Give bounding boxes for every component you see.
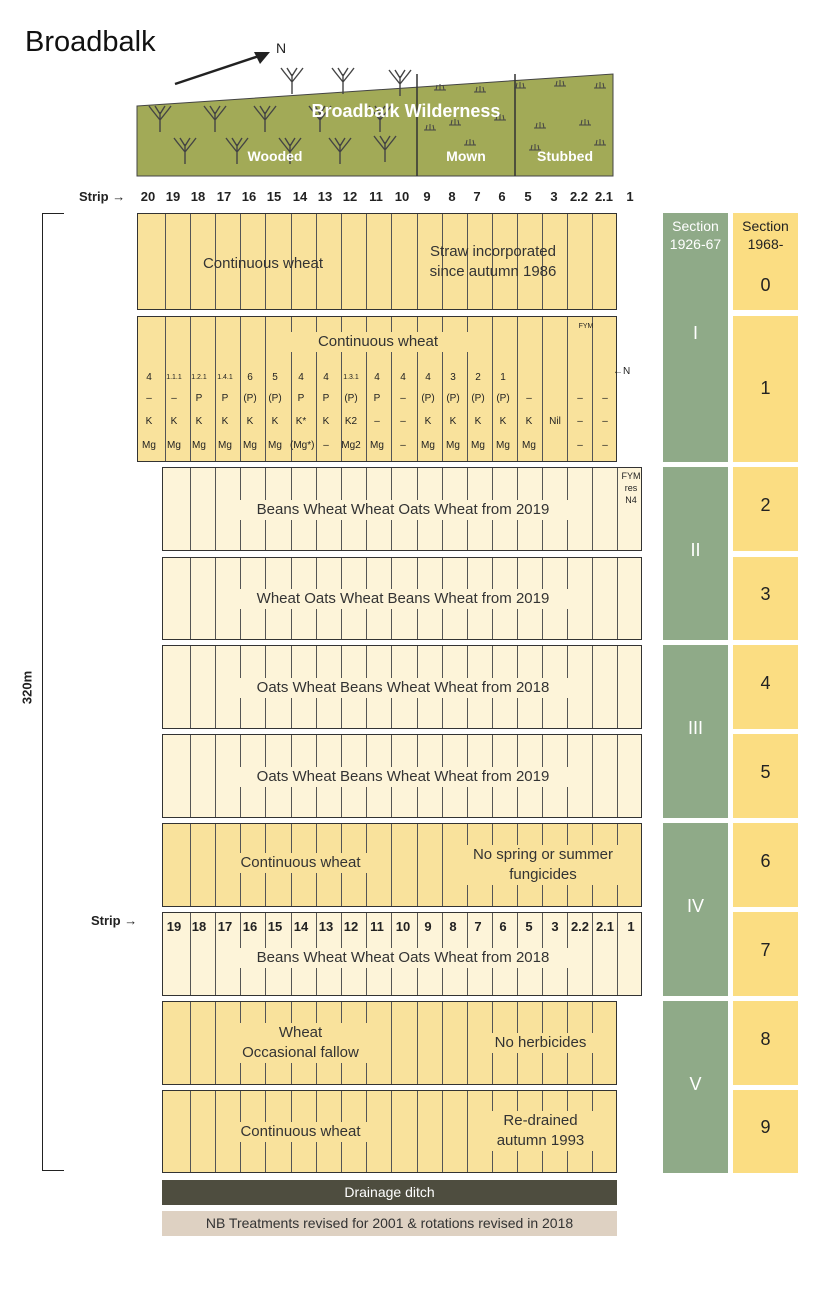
band-section-8 [162, 1001, 617, 1085]
band-text-left: Continuous wheat [223, 853, 378, 873]
treatment-cell: K [170, 416, 178, 427]
treatment-cell: Mg [471, 440, 485, 451]
band-section-1 [137, 316, 617, 462]
section-new-1: 1 [733, 316, 798, 462]
treatment-cell: K [499, 416, 507, 427]
strip-number: 1 [626, 189, 634, 204]
page-title: Broadbalk [25, 26, 156, 58]
treatment-cell: 5 [272, 372, 278, 383]
strip-number-row-lower [163, 919, 643, 937]
treatment-cell: Nil [549, 416, 561, 427]
strip-number: 17 [216, 189, 232, 204]
treatment-cell: Mg [446, 440, 460, 451]
drainage-ditch: Drainage ditch [162, 1180, 617, 1205]
band-text-right-2: autumn 1993 [483, 1131, 598, 1151]
length-label: 320m [19, 670, 35, 705]
treatment-cell: K [246, 416, 254, 427]
length-bracket [42, 213, 64, 1171]
treatment-cell: – [171, 393, 177, 404]
strip-number: 6 [498, 189, 506, 204]
band-section-2 [162, 467, 642, 551]
wilderness-illustration [0, 0, 838, 190]
footer-note: NB Treatments revised for 2001 & rotations revised in 2018 [162, 1211, 617, 1236]
treatment-cell: – [400, 393, 406, 404]
treatment-cell: K [145, 416, 153, 427]
fym-res-note-2: res [624, 483, 638, 493]
wilderness-title: Broadbalk Wilderness [311, 101, 501, 121]
strip-number: 12 [343, 919, 359, 934]
strip-number: 20 [140, 189, 156, 204]
treatment-cell: 1.1.1 [166, 374, 182, 381]
strip-number: 8 [448, 189, 456, 204]
treatment-cell: – [146, 393, 152, 404]
area-stubbed: Stubbed [537, 148, 593, 164]
strip-number: 8 [449, 919, 457, 934]
strip-number: 19 [165, 189, 181, 204]
band-text-rotation: Beans Wheat Wheat Oats Wheat from 2018 [238, 948, 568, 968]
section-new-2: 2 [733, 467, 798, 551]
section-new-6: 6 [733, 823, 798, 907]
strip-number: 18 [191, 919, 207, 934]
treatment-cell: 4 [146, 372, 152, 383]
strip-number: 15 [267, 919, 283, 934]
treatment-cell: – [526, 393, 532, 404]
band-section-9 [162, 1090, 617, 1173]
strip-number: 11 [369, 189, 383, 204]
treatment-cell: Mg [192, 440, 206, 451]
section-new-0: Section 1968- 0 [733, 213, 798, 310]
treatment-cell: P [195, 393, 203, 404]
treatment-cell: 2 [475, 372, 481, 383]
treatment-table [138, 317, 618, 463]
strip-number: 18 [190, 189, 206, 204]
strip-number: 10 [394, 189, 410, 204]
treatment-cell: K [271, 416, 279, 427]
strip-label-top: Strip → [79, 189, 126, 204]
band-text-left-2: Occasional fallow [233, 1043, 368, 1063]
treatment-cell: (P) [496, 393, 510, 404]
treatment-cell: (P) [421, 393, 435, 404]
treatment-cell: – [577, 416, 583, 427]
treatment-cell: P [221, 393, 229, 404]
strip-number: 7 [474, 919, 482, 934]
treatment-cell: Mg [167, 440, 181, 451]
section-old-IV: IV [663, 823, 728, 996]
strip-number: 3 [551, 919, 559, 934]
band-text-rotation: Oats Wheat Beans Wheat Wheat from 2019 [238, 767, 568, 787]
band-section-4 [162, 645, 642, 729]
treatment-cell: – [400, 440, 406, 451]
band-text-rotation: Oats Wheat Beans Wheat Wheat from 2018 [238, 678, 568, 698]
treatment-cell: Mg [370, 440, 384, 451]
band-section-7 [162, 912, 642, 996]
treatment-cell: P [297, 393, 305, 404]
treatment-cell: – [577, 393, 583, 404]
band-text-right-2: since autumn 1986 [429, 263, 557, 280]
treatment-cell: Mg [218, 440, 232, 451]
strip-number: 15 [266, 189, 282, 204]
strip-number: 1 [627, 919, 635, 934]
band-section-0 [137, 213, 617, 310]
strip-number-row-top [0, 189, 838, 207]
treatment-cell: (P) [344, 393, 358, 404]
strip-number: 14 [293, 919, 309, 934]
treatment-cell: 4 [374, 372, 380, 383]
treatment-cell: 6 [247, 372, 253, 383]
treatment-cell: 1 [500, 372, 506, 383]
treatment-cell: K [195, 416, 203, 427]
strip-number: 19 [166, 919, 182, 934]
treatment-cell: Mg [522, 440, 536, 451]
treatment-cell: – [602, 416, 608, 427]
treatment-cell: Mg [142, 440, 156, 451]
treatment-cell: (P) [446, 393, 460, 404]
tree-icon [332, 68, 354, 94]
n-arrow-note: ←N [613, 366, 631, 377]
treatment-cell: Mg [268, 440, 282, 451]
strip-number: 2.1 [594, 189, 614, 204]
strip-number: 11 [370, 919, 384, 934]
fym-note: FYM [578, 323, 594, 330]
treatment-cell: (P) [243, 393, 257, 404]
section-new-5: 5 [733, 734, 798, 818]
treatment-cell: 1.3.1 [343, 374, 359, 381]
strip-number: 9 [424, 919, 432, 934]
treatment-cell: – [374, 416, 380, 427]
strip-number: 9 [423, 189, 431, 204]
band-text-rotation: Beans Wheat Wheat Oats Wheat from 2019 [238, 500, 568, 520]
section-old-V: V [663, 1001, 728, 1173]
section-new-8: 8 [733, 1001, 798, 1085]
strip-number: 3 [550, 189, 558, 204]
strip-number: 2.2 [569, 189, 589, 204]
treatment-cell: Mg [243, 440, 257, 451]
treatment-cell: 3 [450, 372, 456, 383]
treatment-cell: K [322, 416, 330, 427]
strip-number: 5 [524, 189, 532, 204]
treatment-cell: (P) [471, 393, 485, 404]
band-text-right: No herbicides [483, 1033, 598, 1053]
band-section-6 [162, 823, 642, 907]
treatment-cell: (P) [268, 393, 282, 404]
strip-number: 2.1 [595, 919, 615, 934]
treatment-cell: 1.4.1 [217, 374, 233, 381]
band-text-title: Continuous wheat [288, 332, 468, 352]
treatment-cell: P [373, 393, 381, 404]
section-new-4: 4 [733, 645, 798, 729]
treatment-cell: Mg [496, 440, 510, 451]
strip-label-lower: Strip → [91, 913, 138, 928]
north-arrow-icon [175, 52, 270, 84]
fym-res-note-3: N4 [625, 495, 637, 505]
strip-number: 13 [317, 189, 333, 204]
band-text-right-1: Re-drained [483, 1111, 598, 1131]
treatment-cell: K [525, 416, 533, 427]
section-old-II: II [663, 467, 728, 640]
treatment-cell: 4 [298, 372, 304, 383]
treatment-cell: – [323, 440, 329, 451]
treatment-cell: 4 [425, 372, 431, 383]
treatment-cell: – [602, 393, 608, 404]
tree-icon [281, 68, 303, 94]
strip-number: 16 [241, 189, 257, 204]
treatment-cell: (Mg*) [290, 440, 315, 451]
strip-number: 16 [242, 919, 258, 934]
band-text-left: Continuous wheat [202, 255, 324, 272]
treatment-cell: Mg [421, 440, 435, 451]
fym-res-note-1: FYM [621, 471, 641, 481]
treatment-cell: Mg2 [341, 440, 361, 451]
area-mown: Mown [446, 148, 486, 164]
treatment-cell: K* [295, 416, 307, 427]
band-text-right-2: fungicides [463, 865, 623, 885]
section-new-3: 3 [733, 557, 798, 640]
strip-number: 7 [473, 189, 481, 204]
treatment-cell: – [577, 440, 583, 451]
treatment-cell: – [400, 416, 406, 427]
strip-number: 17 [217, 919, 233, 934]
treatment-cell: 4 [400, 372, 406, 383]
treatment-cell: K [221, 416, 229, 427]
section-new-7: 7 [733, 912, 798, 996]
band-section-5 [162, 734, 642, 818]
band-text-right-1: No spring or summer [463, 845, 623, 865]
section-old-III: III [663, 645, 728, 818]
treatment-cell: K2 [344, 416, 358, 427]
strip-number: 6 [499, 919, 507, 934]
band-text-rotation: Wheat Oats Wheat Beans Wheat from 2019 [238, 589, 568, 609]
treatment-cell: 4 [323, 372, 329, 383]
section-new-9: 9 [733, 1090, 798, 1173]
treatment-cell: K [424, 416, 432, 427]
strip-number: 10 [395, 919, 411, 934]
band-text-right-1: Straw incorporated [430, 243, 556, 260]
north-label: N [276, 40, 287, 56]
strip-number: 12 [342, 189, 358, 204]
treatment-cell: K [474, 416, 482, 427]
band-text-left-1: Wheat [233, 1023, 368, 1043]
strip-number: 2.2 [570, 919, 590, 934]
strip-number: 13 [318, 919, 334, 934]
treatment-cell: 1.2.1 [191, 374, 207, 381]
band-text-left: Continuous wheat [223, 1122, 378, 1142]
area-wooded: Wooded [247, 148, 303, 164]
section-old-I: Section 1926-67 I [663, 213, 728, 462]
treatment-cell: – [602, 440, 608, 451]
strip-number: 5 [525, 919, 533, 934]
treatment-cell: P [322, 393, 330, 404]
treatment-cell: K [449, 416, 457, 427]
strip-number: 14 [292, 189, 308, 204]
band-section-3 [162, 557, 642, 640]
